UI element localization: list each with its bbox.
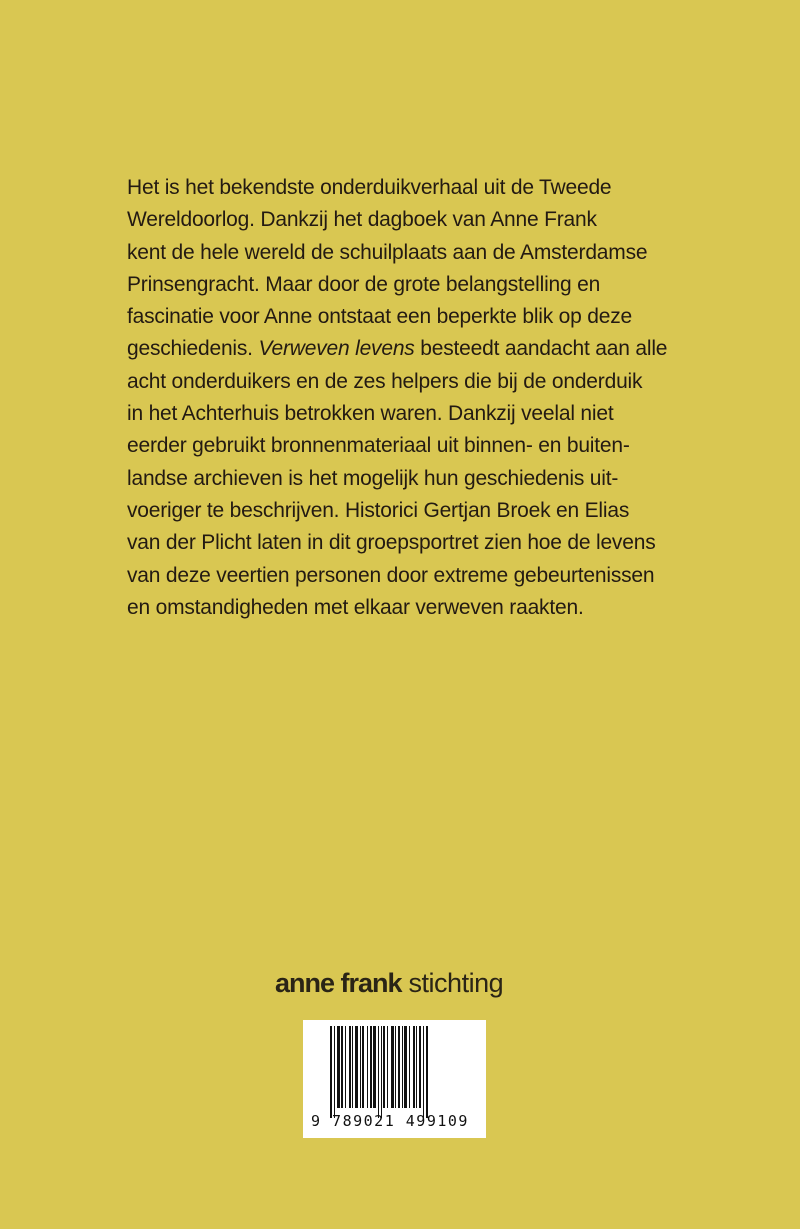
blurb-line: kent de hele wereld de schuilplaats aan de Amsterdamse bbox=[127, 240, 648, 264]
blurb-line: eerder gebruikt bronnenmateriaal uit binnen- en buiten- bbox=[127, 434, 630, 458]
blurb-line bbox=[127, 333, 707, 365]
blurb-text: besteedt aandacht aan alle bbox=[414, 337, 668, 361]
blurb-line: en omstandigheden met elkaar verweven raakten. bbox=[127, 595, 584, 619]
blurb-line: landse archieven is het mogelijk hun geschiedenis uit- bbox=[127, 466, 619, 490]
barcode-icon bbox=[330, 1026, 464, 1118]
back-cover-blurb bbox=[127, 172, 707, 624]
book-title-italic: Verweven levens bbox=[258, 337, 415, 361]
blurb-line: in het Achterhuis betrokken waren. Dankzij veelal niet bbox=[127, 402, 614, 426]
anne-frank-stichting-logo bbox=[275, 968, 503, 999]
logo-bold-text: anne frank bbox=[275, 968, 402, 998]
blurb-line: fascinatie voor Anne ontstaat een beperkte blik op deze bbox=[127, 305, 633, 329]
blurb-line: van deze veertien personen door extreme gebeurtenissen bbox=[127, 563, 655, 587]
blurb-line: Wereldoorlog. Dankzij het dagboek van Anne Frank bbox=[127, 208, 597, 232]
blurb-line: Het is het bekendste onderduikverhaal uit de Tweede bbox=[127, 176, 612, 199]
blurb-line: Prinsengracht. Maar door de grote belangstelling en bbox=[127, 272, 601, 296]
isbn-number: 9 789021 499109 bbox=[311, 1112, 469, 1130]
blurb-line: acht onderduikers en de zes helpers die bij de onderduik bbox=[127, 369, 643, 393]
blurb-text: geschiedenis. bbox=[127, 337, 259, 361]
logo-light-text: stichting bbox=[401, 968, 504, 998]
blurb-line: voeriger te beschrijven. Historici Gertjan Broek en Elias bbox=[127, 498, 630, 522]
blurb-line: van der Plicht laten in dit groepsportret zien hoe de levens bbox=[127, 531, 656, 555]
isbn-barcode bbox=[303, 1020, 486, 1138]
